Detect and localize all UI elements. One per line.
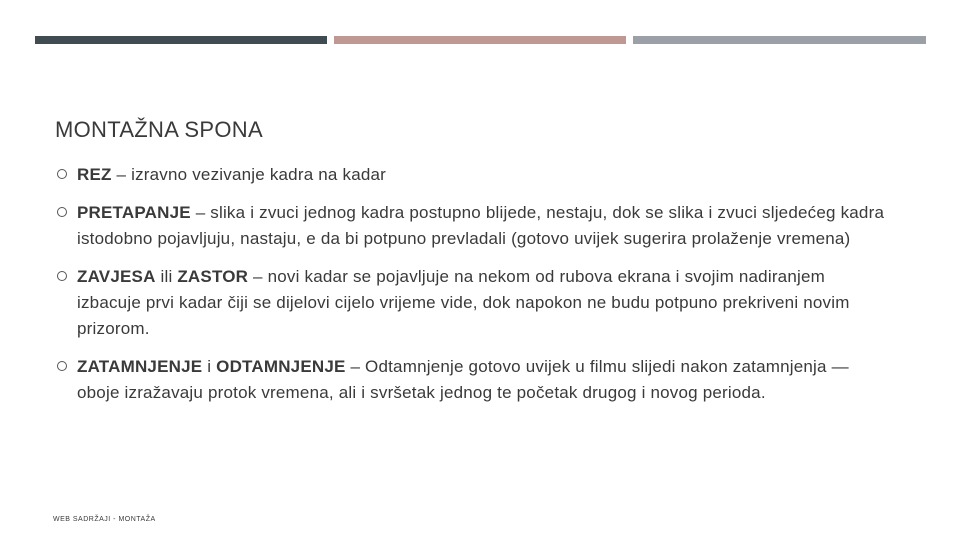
connector: ili: [155, 267, 178, 286]
definition: – slika i zvuci jednog kadra postupno blijede, nestaju, dok se slika i zvuci sljedećeg kadra istodobno pojavljuju, nastaju, e da bi potpuno prevladali (gotovo uvijek sugerira prolaženje vremena): [77, 203, 885, 248]
connector: i: [202, 357, 217, 376]
definition: – Odtamnjenje gotovo uvijek u filmu slijedi nakon zatamnjenja — oboje izražavaju protok vremena, ali i svršetak jednog te početak drugog i novog perioda.: [77, 357, 849, 402]
list-item: [57, 264, 887, 342]
list-item: [57, 200, 887, 252]
term: PRETAPANJE: [77, 203, 191, 222]
term-2: ODTAMNJENJE: [216, 357, 346, 376]
list-item: [57, 354, 887, 406]
circle-bullet-icon: [57, 361, 67, 371]
header-bar-rose: [334, 36, 626, 44]
definition: – izravno vezivanje kadra na kadar: [111, 165, 387, 184]
header-bar-dark: [35, 36, 327, 44]
bullet-list: [57, 162, 887, 418]
header-decor-bars: [35, 36, 926, 44]
term-2: ZASTOR: [177, 267, 249, 286]
term: REZ: [77, 165, 112, 184]
circle-bullet-icon: [57, 271, 67, 281]
list-item: [57, 162, 887, 188]
term: ZAVJESA: [77, 267, 156, 286]
slide-footer: WEB SADRŽAJI - MONTAŽA: [53, 516, 156, 523]
term: ZATAMNJENJE: [77, 357, 203, 376]
slide-title: MONTAŽNA SPONA: [55, 117, 263, 142]
header-bar-gray: [633, 36, 926, 44]
definition: – novi kadar se pojavljuje na nekom od rubova ekrana i svojim nadiranjem izbacuje prvi kadar čiji se dijelovi cijelo vrijeme vide, dok napokon ne budu potpuno prekriveni novim prizorom.: [77, 267, 850, 338]
circle-bullet-icon: [57, 207, 67, 217]
circle-bullet-icon: [57, 169, 67, 179]
